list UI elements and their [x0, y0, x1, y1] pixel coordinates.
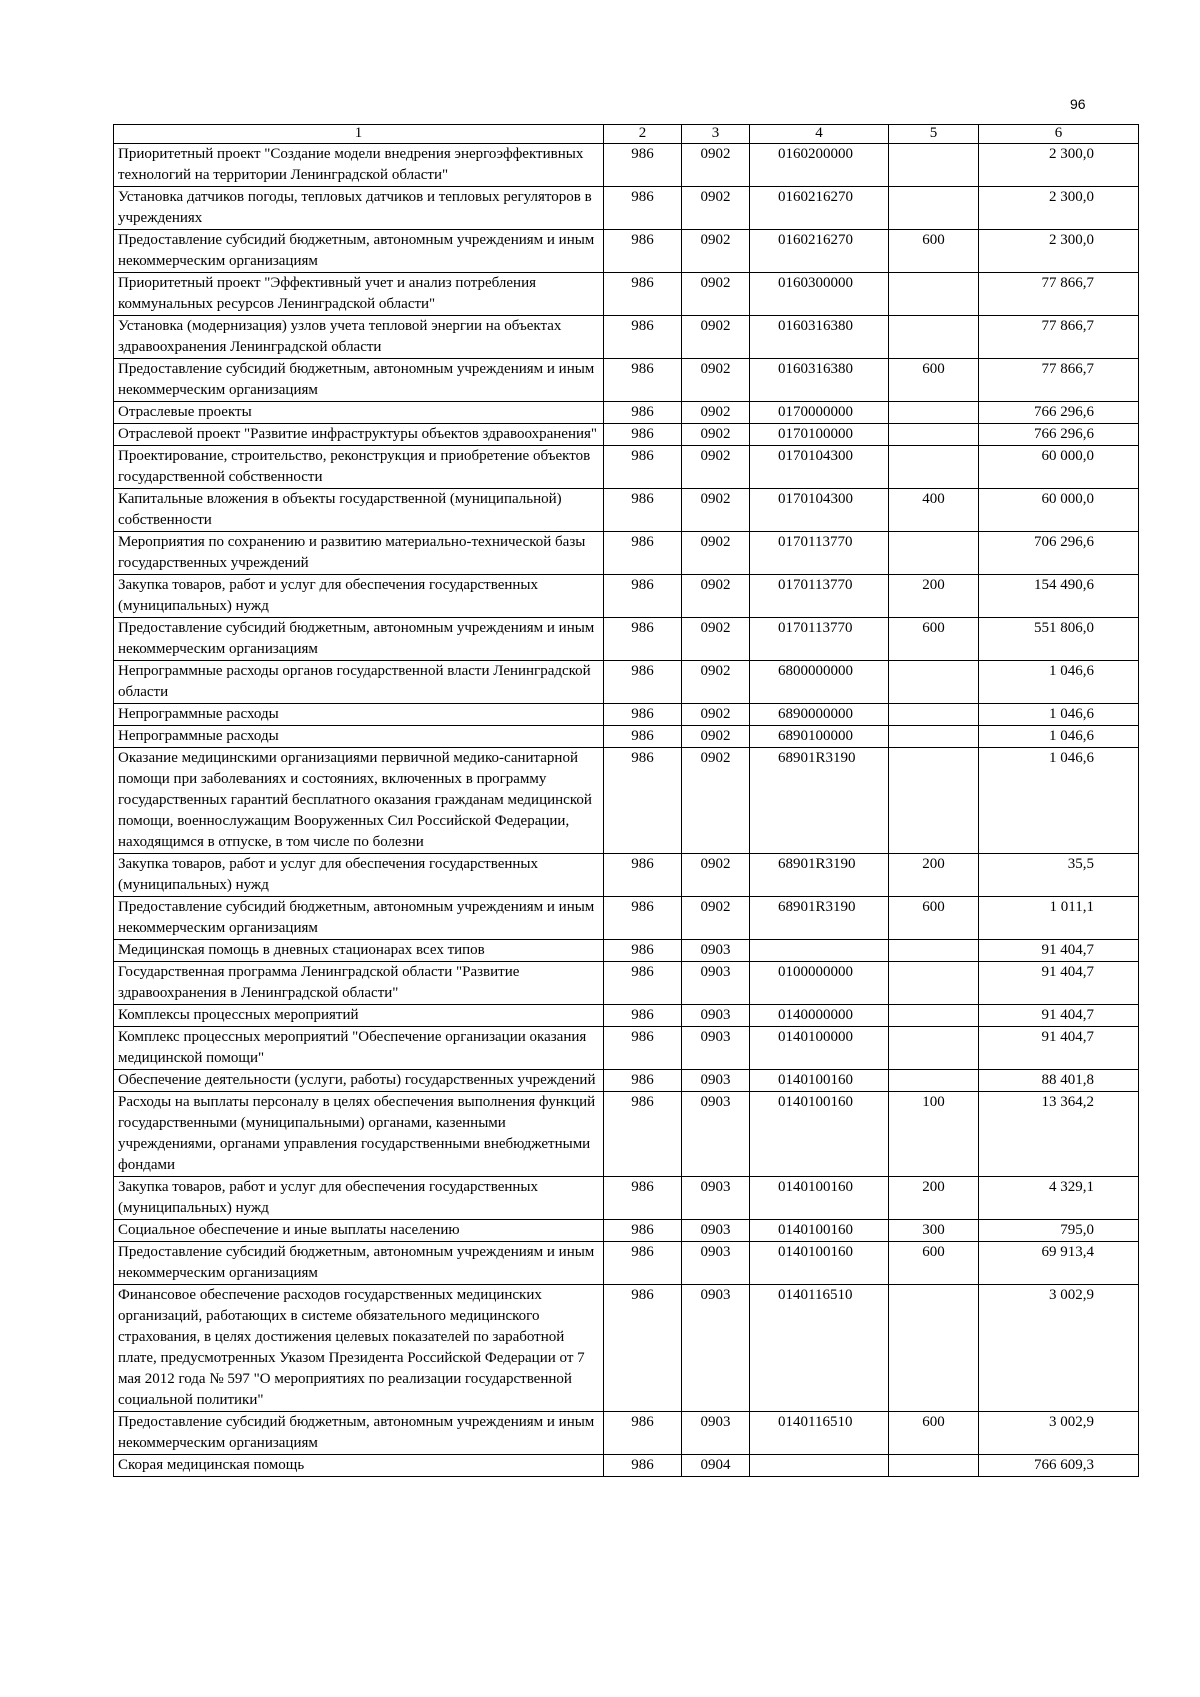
table-row — [114, 1177, 1139, 1220]
item-name-cell: Мероприятия по сохранению и развитию материально-технической базы государственных учреждений — [114, 532, 604, 575]
expense-type-cell — [889, 446, 979, 489]
ministry-code-cell: 986 — [604, 446, 682, 489]
section-code-cell: 0903 — [682, 1285, 750, 1412]
ministry-code-cell: 986 — [604, 273, 682, 316]
table-row — [114, 316, 1139, 359]
section-code-cell: 0902 — [682, 316, 750, 359]
amount-cell: 1 046,6 — [979, 726, 1139, 748]
section-code-cell: 0903 — [682, 1220, 750, 1242]
amount-cell: 706 296,6 — [979, 532, 1139, 575]
column-header: 3 — [682, 125, 750, 144]
amount-cell: 2 300,0 — [979, 144, 1139, 187]
section-code-cell: 0902 — [682, 424, 750, 446]
amount-cell: 91 404,7 — [979, 1027, 1139, 1070]
table-row — [114, 748, 1139, 854]
table-row — [114, 618, 1139, 661]
amount-cell: 60 000,0 — [979, 489, 1139, 532]
ministry-code-cell: 986 — [604, 402, 682, 424]
table-row — [114, 1412, 1139, 1455]
amount-cell: 2 300,0 — [979, 187, 1139, 230]
target-article-cell: 0140100160 — [750, 1177, 889, 1220]
section-code-cell: 0902 — [682, 618, 750, 661]
expense-type-cell — [889, 661, 979, 704]
target-article-cell: 68901R3190 — [750, 897, 889, 940]
ministry-code-cell: 986 — [604, 748, 682, 854]
table-row — [114, 446, 1139, 489]
column-header: 4 — [750, 125, 889, 144]
section-code-cell: 0902 — [682, 726, 750, 748]
expense-type-cell: 600 — [889, 1242, 979, 1285]
table-row — [114, 187, 1139, 230]
ministry-code-cell: 986 — [604, 1092, 682, 1177]
budget-table — [113, 124, 1139, 1477]
table-row — [114, 661, 1139, 704]
target-article-cell: 0160300000 — [750, 273, 889, 316]
target-article-cell: 0140116510 — [750, 1412, 889, 1455]
item-name-cell: Обеспечение деятельности (услуги, работы) государственных учреждений — [114, 1070, 604, 1092]
expense-type-cell — [889, 1285, 979, 1412]
page-number: 96 — [1070, 96, 1086, 112]
ministry-code-cell: 986 — [604, 316, 682, 359]
target-article-cell: 0160200000 — [750, 144, 889, 187]
target-article-cell — [750, 940, 889, 962]
amount-cell: 91 404,7 — [979, 962, 1139, 1005]
expense-type-cell — [889, 1027, 979, 1070]
item-name-cell: Оказание медицинскими организациями первичной медико-санитарной помощи при заболеваниях и состояниях, включенных в программу государственных гарантий бесплатного оказания гражданам медицинской помощи, военнослужащим Вооруженных Сил Российской Федерации, находящимся в отпуске, в том числе по болезни — [114, 748, 604, 854]
expense-type-cell: 600 — [889, 618, 979, 661]
amount-cell: 77 866,7 — [979, 273, 1139, 316]
target-article-cell: 0170113770 — [750, 532, 889, 575]
table-row — [114, 897, 1139, 940]
target-article-cell: 0170113770 — [750, 575, 889, 618]
amount-cell: 1 046,6 — [979, 748, 1139, 854]
item-name-cell: Предоставление субсидий бюджетным, автономным учреждениям и иным некоммерческим организациям — [114, 230, 604, 273]
amount-cell: 3 002,9 — [979, 1412, 1139, 1455]
ministry-code-cell: 986 — [604, 1455, 682, 1477]
target-article-cell: 0160216270 — [750, 187, 889, 230]
ministry-code-cell: 986 — [604, 726, 682, 748]
item-name-cell: Отраслевые проекты — [114, 402, 604, 424]
table-row — [114, 359, 1139, 402]
section-code-cell: 0903 — [682, 1177, 750, 1220]
section-code-cell: 0902 — [682, 661, 750, 704]
section-code-cell: 0904 — [682, 1455, 750, 1477]
amount-cell: 35,5 — [979, 854, 1139, 897]
column-header: 5 — [889, 125, 979, 144]
amount-cell: 1 011,1 — [979, 897, 1139, 940]
table-row — [114, 144, 1139, 187]
section-code-cell: 0902 — [682, 446, 750, 489]
amount-cell: 766 296,6 — [979, 424, 1139, 446]
section-code-cell: 0902 — [682, 402, 750, 424]
column-header: 2 — [604, 125, 682, 144]
expense-type-cell: 200 — [889, 854, 979, 897]
ministry-code-cell: 986 — [604, 1285, 682, 1412]
item-name-cell: Приоритетный проект "Эффективный учет и анализ потребления коммунальных ресурсов Ленинградской области" — [114, 273, 604, 316]
expense-type-cell — [889, 273, 979, 316]
expense-type-cell — [889, 532, 979, 575]
amount-cell: 91 404,7 — [979, 940, 1139, 962]
ministry-code-cell: 986 — [604, 1220, 682, 1242]
table-row — [114, 1220, 1139, 1242]
target-article-cell: 6800000000 — [750, 661, 889, 704]
item-name-cell: Отраслевой проект "Развитие инфраструктуры объектов здравоохранения" — [114, 424, 604, 446]
item-name-cell: Капитальные вложения в объекты государственной (муниципальной) собственности — [114, 489, 604, 532]
ministry-code-cell: 986 — [604, 230, 682, 273]
expense-type-cell — [889, 424, 979, 446]
section-code-cell: 0902 — [682, 230, 750, 273]
table-body — [114, 144, 1139, 1477]
ministry-code-cell: 986 — [604, 489, 682, 532]
item-name-cell: Приоритетный проект "Создание модели внедрения энергоэффективных технологий на территории Ленинградской области" — [114, 144, 604, 187]
amount-cell: 551 806,0 — [979, 618, 1139, 661]
target-article-cell: 0140100160 — [750, 1070, 889, 1092]
table-row — [114, 1027, 1139, 1070]
item-name-cell: Непрограммные расходы органов государственной власти Ленинградской области — [114, 661, 604, 704]
target-article-cell: 0140116510 — [750, 1285, 889, 1412]
target-article-cell: 0170104300 — [750, 489, 889, 532]
ministry-code-cell: 986 — [604, 962, 682, 1005]
table-row — [114, 962, 1139, 1005]
ministry-code-cell: 986 — [604, 1177, 682, 1220]
column-header: 6 — [979, 125, 1139, 144]
table-row — [114, 1070, 1139, 1092]
table-row — [114, 1455, 1139, 1477]
expense-type-cell — [889, 187, 979, 230]
item-name-cell: Закупка товаров, работ и услуг для обеспечения государственных (муниципальных) нужд — [114, 575, 604, 618]
section-code-cell: 0902 — [682, 532, 750, 575]
amount-cell: 3 002,9 — [979, 1285, 1139, 1412]
amount-cell: 88 401,8 — [979, 1070, 1139, 1092]
expense-type-cell — [889, 402, 979, 424]
table-row — [114, 402, 1139, 424]
ministry-code-cell: 986 — [604, 1027, 682, 1070]
item-name-cell: Проектирование, строительство, реконструкция и приобретение объектов государственной собственности — [114, 446, 604, 489]
section-code-cell: 0902 — [682, 144, 750, 187]
amount-cell: 154 490,6 — [979, 575, 1139, 618]
item-name-cell: Непрограммные расходы — [114, 726, 604, 748]
ministry-code-cell: 986 — [604, 897, 682, 940]
target-article-cell: 0170100000 — [750, 424, 889, 446]
section-code-cell: 0903 — [682, 1005, 750, 1027]
item-name-cell: Медицинская помощь в дневных стационарах всех типов — [114, 940, 604, 962]
section-code-cell: 0903 — [682, 1027, 750, 1070]
section-code-cell: 0903 — [682, 962, 750, 1005]
item-name-cell: Предоставление субсидий бюджетным, автономным учреждениям и иным некоммерческим организациям — [114, 618, 604, 661]
ministry-code-cell: 986 — [604, 1242, 682, 1285]
table-row — [114, 854, 1139, 897]
amount-cell: 766 296,6 — [979, 402, 1139, 424]
amount-cell: 1 046,6 — [979, 704, 1139, 726]
table-header-row — [114, 125, 1139, 144]
amount-cell: 77 866,7 — [979, 316, 1139, 359]
target-article-cell: 6890100000 — [750, 726, 889, 748]
item-name-cell: Предоставление субсидий бюджетным, автономным учреждениям и иным некоммерческим организациям — [114, 1242, 604, 1285]
amount-cell: 766 609,3 — [979, 1455, 1139, 1477]
expense-type-cell — [889, 1455, 979, 1477]
table-row — [114, 704, 1139, 726]
ministry-code-cell: 986 — [604, 532, 682, 575]
item-name-cell: Скорая медицинская помощь — [114, 1455, 604, 1477]
target-article-cell — [750, 1455, 889, 1477]
table-row — [114, 1092, 1139, 1177]
target-article-cell: 0170113770 — [750, 618, 889, 661]
item-name-cell: Государственная программа Ленинградской области "Развитие здравоохранения в Ленинградской области" — [114, 962, 604, 1005]
amount-cell: 13 364,2 — [979, 1092, 1139, 1177]
expense-type-cell — [889, 316, 979, 359]
expense-type-cell: 400 — [889, 489, 979, 532]
section-code-cell: 0902 — [682, 273, 750, 316]
expense-type-cell — [889, 940, 979, 962]
ministry-code-cell: 986 — [604, 1005, 682, 1027]
item-name-cell: Социальное обеспечение и иные выплаты населению — [114, 1220, 604, 1242]
ministry-code-cell: 986 — [604, 704, 682, 726]
target-article-cell: 0160316380 — [750, 316, 889, 359]
item-name-cell: Непрограммные расходы — [114, 704, 604, 726]
section-code-cell: 0903 — [682, 1092, 750, 1177]
expense-type-cell: 600 — [889, 1412, 979, 1455]
expense-type-cell — [889, 1005, 979, 1027]
item-name-cell: Закупка товаров, работ и услуг для обеспечения государственных (муниципальных) нужд — [114, 854, 604, 897]
expense-type-cell — [889, 748, 979, 854]
section-code-cell: 0903 — [682, 940, 750, 962]
ministry-code-cell: 986 — [604, 144, 682, 187]
expense-type-cell: 600 — [889, 359, 979, 402]
amount-cell: 1 046,6 — [979, 661, 1139, 704]
expense-type-cell — [889, 726, 979, 748]
table-row — [114, 575, 1139, 618]
expense-type-cell: 300 — [889, 1220, 979, 1242]
section-code-cell: 0902 — [682, 187, 750, 230]
table-row — [114, 1242, 1139, 1285]
section-code-cell: 0903 — [682, 1242, 750, 1285]
target-article-cell: 0160316380 — [750, 359, 889, 402]
section-code-cell: 0902 — [682, 359, 750, 402]
expense-type-cell — [889, 962, 979, 1005]
table-row — [114, 940, 1139, 962]
item-name-cell: Предоставление субсидий бюджетным, автономным учреждениям и иным некоммерческим организациям — [114, 1412, 604, 1455]
ministry-code-cell: 986 — [604, 575, 682, 618]
expense-type-cell — [889, 1070, 979, 1092]
section-code-cell: 0903 — [682, 1070, 750, 1092]
section-code-cell: 0902 — [682, 897, 750, 940]
ministry-code-cell: 986 — [604, 1412, 682, 1455]
item-name-cell: Финансовое обеспечение расходов государственных медицинских организаций, работающих в системе обязательного медицинского страхования, в целях достижения целевых показателей по заработной плате, предусмотренных Указом Президента Российской Федерации от 7 мая 2012 года № 597 "О мероприятиях по реализации государственной социальной политики" — [114, 1285, 604, 1412]
expense-type-cell: 600 — [889, 230, 979, 273]
target-article-cell: 0170000000 — [750, 402, 889, 424]
table-row — [114, 230, 1139, 273]
item-name-cell: Расходы на выплаты персоналу в целях обеспечения выполнения функций государственными (муниципальными) органами, казенными учреждениями, органами управления государственными внебюджетными фондами — [114, 1092, 604, 1177]
expense-type-cell: 600 — [889, 897, 979, 940]
target-article-cell: 0160216270 — [750, 230, 889, 273]
ministry-code-cell: 986 — [604, 359, 682, 402]
target-article-cell: 0140000000 — [750, 1005, 889, 1027]
ministry-code-cell: 986 — [604, 854, 682, 897]
table-row — [114, 489, 1139, 532]
amount-cell: 91 404,7 — [979, 1005, 1139, 1027]
amount-cell: 69 913,4 — [979, 1242, 1139, 1285]
target-article-cell: 0140100160 — [750, 1092, 889, 1177]
ministry-code-cell: 986 — [604, 661, 682, 704]
table-row — [114, 424, 1139, 446]
item-name-cell: Предоставление субсидий бюджетным, автономным учреждениям и иным некоммерческим организациям — [114, 897, 604, 940]
table-row — [114, 726, 1139, 748]
section-code-cell: 0902 — [682, 854, 750, 897]
expense-type-cell — [889, 704, 979, 726]
amount-cell: 4 329,1 — [979, 1177, 1139, 1220]
ministry-code-cell: 986 — [604, 940, 682, 962]
table-row — [114, 1285, 1139, 1412]
target-article-cell: 0140100160 — [750, 1220, 889, 1242]
section-code-cell: 0902 — [682, 704, 750, 726]
ministry-code-cell: 986 — [604, 187, 682, 230]
item-name-cell: Предоставление субсидий бюджетным, автономным учреждениям и иным некоммерческим организациям — [114, 359, 604, 402]
item-name-cell: Комплексы процессных мероприятий — [114, 1005, 604, 1027]
expense-type-cell: 200 — [889, 575, 979, 618]
item-name-cell: Установка (модернизация) узлов учета тепловой энергии на объектах здравоохранения Ленинградской области — [114, 316, 604, 359]
ministry-code-cell: 986 — [604, 1070, 682, 1092]
amount-cell: 795,0 — [979, 1220, 1139, 1242]
amount-cell: 77 866,7 — [979, 359, 1139, 402]
target-article-cell: 0140100000 — [750, 1027, 889, 1070]
expense-type-cell — [889, 144, 979, 187]
expense-type-cell: 200 — [889, 1177, 979, 1220]
table-row — [114, 532, 1139, 575]
table-row — [114, 1005, 1139, 1027]
section-code-cell: 0902 — [682, 489, 750, 532]
column-header: 1 — [114, 125, 604, 144]
item-name-cell: Закупка товаров, работ и услуг для обеспечения государственных (муниципальных) нужд — [114, 1177, 604, 1220]
ministry-code-cell: 986 — [604, 424, 682, 446]
amount-cell: 2 300,0 — [979, 230, 1139, 273]
target-article-cell: 68901R3190 — [750, 854, 889, 897]
target-article-cell: 6890000000 — [750, 704, 889, 726]
table-row — [114, 273, 1139, 316]
expense-type-cell: 100 — [889, 1092, 979, 1177]
amount-cell: 60 000,0 — [979, 446, 1139, 489]
item-name-cell: Комплекс процессных мероприятий "Обеспечение организации оказания медицинской помощи" — [114, 1027, 604, 1070]
target-article-cell: 0140100160 — [750, 1242, 889, 1285]
target-article-cell: 0170104300 — [750, 446, 889, 489]
section-code-cell: 0902 — [682, 575, 750, 618]
ministry-code-cell: 986 — [604, 618, 682, 661]
section-code-cell: 0903 — [682, 1412, 750, 1455]
section-code-cell: 0902 — [682, 748, 750, 854]
target-article-cell: 68901R3190 — [750, 748, 889, 854]
item-name-cell: Установка датчиков погоды, тепловых датчиков и тепловых регуляторов в учреждениях — [114, 187, 604, 230]
target-article-cell: 0100000000 — [750, 962, 889, 1005]
